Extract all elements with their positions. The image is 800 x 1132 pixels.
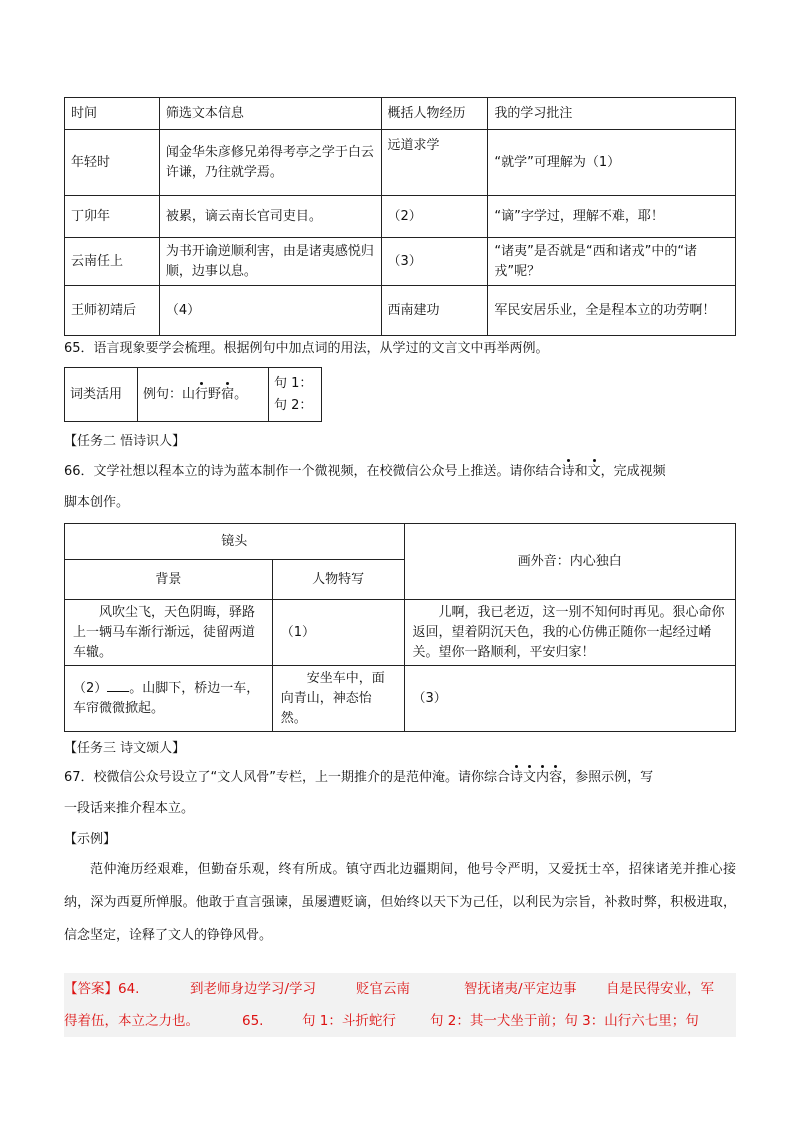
table-cell: （3） <box>381 238 488 286</box>
word-usage-table <box>64 367 322 422</box>
question-char: 和 <box>574 464 588 479</box>
table-cell: “谪”字学过，理解不难，耶！ <box>488 196 736 238</box>
table-cell: （1） <box>272 600 404 666</box>
table-cell: 丁卯年 <box>65 196 160 238</box>
character-header: 人物特写 <box>272 560 404 600</box>
example-label: 【示例】 <box>64 832 117 847</box>
example-prefix: 例句： <box>143 386 183 402</box>
header-cell: 时间 <box>65 98 160 130</box>
example-char: 山 <box>182 386 196 402</box>
dotted-char: 宿 <box>221 385 234 405</box>
dotted-char: 诗 <box>510 768 523 788</box>
table-cell: 远道求学 <box>381 130 488 196</box>
fill-blank[interactable] <box>107 691 129 692</box>
table-row <box>65 666 736 732</box>
table-cell: 年轻时 <box>65 130 160 196</box>
sentence-1-label: 句 1： <box>274 375 313 391</box>
script-table <box>64 523 736 732</box>
answer-line-1 <box>64 973 736 1005</box>
dotted-char: 内 <box>536 768 549 788</box>
table-cell: 云南任上 <box>65 238 160 286</box>
task-3-heading: 【任务三 诗文颂人】 <box>64 741 186 756</box>
question-text: ，完成视频 <box>600 464 666 479</box>
answer-item: 65. <box>242 1013 264 1029</box>
background-header: 背景 <box>65 560 273 600</box>
dotted-char: 文 <box>523 768 536 788</box>
question-text: 66．文学社想以程本立的诗为蓝本制作一个微视频，在校微信公众号上推送。请你结合 <box>64 464 562 479</box>
table-cell: 安坐车中，面向青山，神态怡然。 <box>272 666 404 732</box>
question-text: ，参照示例，写 <box>562 770 654 785</box>
voiceover-header: 画外音：内心独白 <box>404 524 735 600</box>
table-cell: 为书开谕逆顺利害，由是诸夷感悦归顺，边事以息。 <box>159 238 381 286</box>
table-cell: （3） <box>404 666 735 732</box>
table-header-row <box>65 98 736 130</box>
dotted-char: 容 <box>549 768 562 788</box>
answer-block <box>64 973 736 1037</box>
question-67-line2: 一段话来推介程本立。 <box>64 801 195 816</box>
answer-item: 句 2：其一犬坐于前；句 3：山行六七里；句 <box>430 1013 699 1029</box>
question-66-line1 <box>64 462 666 482</box>
answer-item: 句 1：斗折蛇行 <box>302 1013 396 1029</box>
dotted-char: 行 <box>195 385 208 405</box>
table-cell: “诸夷”是否就是“西和诸戎”中的“诸戎”呢？ <box>488 238 736 286</box>
answer-item: 得着伍，本立之力也。 <box>64 1013 199 1029</box>
table-cell: （2） <box>381 196 488 238</box>
answer-item: 智抚诸夷/平定边事 <box>464 981 577 997</box>
answer-line-2 <box>64 1005 736 1037</box>
example-char: 。 <box>234 386 248 402</box>
table-cell: 闻金华朱彦修兄弟得考亭之学于白云许谦，乃往就学焉。 <box>159 130 381 196</box>
blank-label: （2） <box>73 680 108 696</box>
question-text: 67．校微信公众号设立了“文人风骨”专栏，上一期推介的是范仲淹。请你综合 <box>64 770 511 785</box>
table-cell: 儿啊，我已老迈，这一别不知何时再见。狠心命你返回，望着阴沉天色，我的心仿佛正随你一起经过崤关。望你一路顺利，平安归家！ <box>404 600 735 666</box>
table-row <box>65 238 736 286</box>
question-65: 65．语言现象要学会梳理。根据例句中加点词的用法，从学过的文言文中再举两例。 <box>64 341 549 356</box>
table-cell: 王师初靖后 <box>65 286 160 336</box>
question-66-line2: 脚本创作。 <box>64 495 130 510</box>
answer-item: 贬官云南 <box>356 981 410 997</box>
answer-item: 自是民得安业，军 <box>606 981 714 997</box>
table-row <box>65 286 736 336</box>
table-row <box>65 130 736 196</box>
dotted-char: 文 <box>588 462 601 482</box>
table-cell: 风吹尘飞，天色阴晦，驿路上一辆马车渐行渐远，徒留两道车辙。 <box>65 600 273 666</box>
info-table <box>64 97 736 336</box>
sentence-2-label: 句 2： <box>274 397 313 413</box>
header-cell: 筛选文本信息 <box>159 98 381 130</box>
answer-item: 【答案】64. <box>64 981 140 997</box>
table-cell <box>65 666 273 732</box>
sentence-slots <box>269 368 322 422</box>
header-cell: 概括人物经历 <box>381 98 488 130</box>
cell-text: 。山脚下，桥边一车，车帘微微掀起。 <box>73 680 260 716</box>
table-cell: 军民安居乐业，全是程本立的功劳啊！ <box>488 286 736 336</box>
example-paragraph: 范仲淹历经艰难，但勤奋乐观，终有所成。镇守西北边疆期间，他号令严明，又爱抚士卒，招徕诸羌并推心接纳，深为西夏所惮服。他敢于直言强谏，虽屡遭贬谪，但始终以天下为己任，以利民为宗旨，补救时弊，积极进取，信念坚定，诠释了文人的铮铮风骨。 <box>64 862 736 943</box>
lens-header: 镜头 <box>65 524 405 560</box>
category-label: 词类活用 <box>65 368 138 422</box>
table-cell: 被累，谪云南长官司吏目。 <box>159 196 381 238</box>
dotted-char: 诗 <box>562 462 575 482</box>
table-cell: （4） <box>159 286 381 336</box>
table-row <box>65 196 736 238</box>
question-67-line1 <box>64 768 653 788</box>
answer-item: 到老师身边学习/学习 <box>190 981 317 997</box>
table-cell: 西南建功 <box>381 286 488 336</box>
header-cell: 我的学习批注 <box>488 98 736 130</box>
example-char: 野 <box>208 386 222 402</box>
task-2-heading: 【任务二 悟诗识人】 <box>64 434 186 449</box>
example-sentence <box>138 368 269 422</box>
table-row <box>65 600 736 666</box>
table-cell: “就学”可理解为（1） <box>488 130 736 196</box>
